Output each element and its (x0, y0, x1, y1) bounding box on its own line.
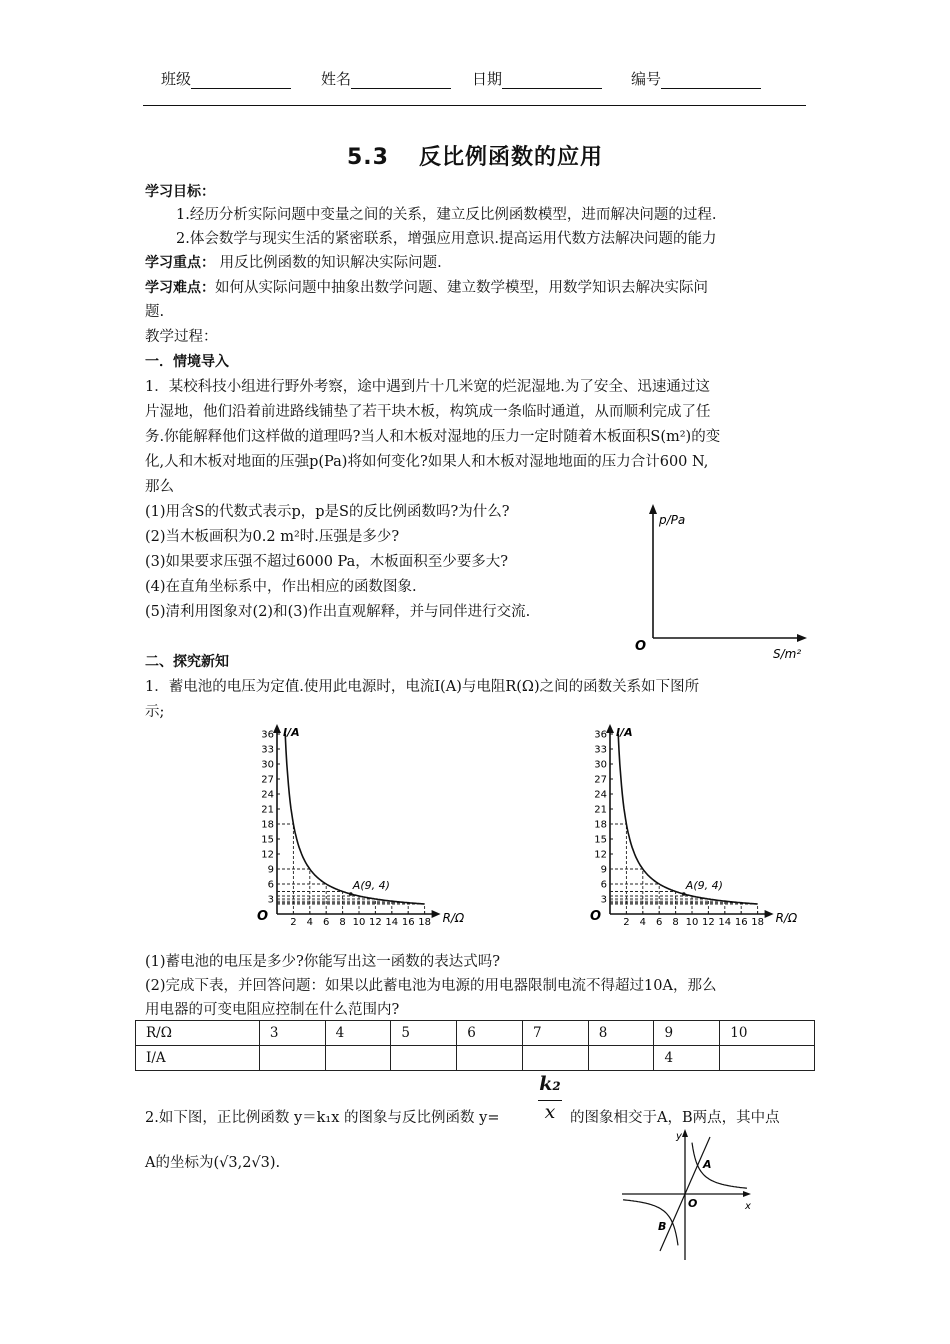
table-row (136, 1046, 815, 1071)
question-2: (2)当木板画积为0.2 m²时.压强是多少? (145, 529, 400, 545)
r-axis-arrow-icon (432, 910, 441, 918)
y-tick-label: 9 (267, 864, 274, 876)
x-tick-label: 2 (623, 917, 630, 928)
y-tick-label: 21 (261, 804, 274, 816)
y-tick-label: 6 (600, 879, 607, 891)
y-tick-label: 24 (594, 789, 607, 801)
section1-text-5: 那么 (145, 479, 174, 495)
y-tick-label: 24 (261, 789, 274, 801)
x-tick-label: 4 (306, 917, 313, 928)
problem2-text-pre: 2.如下图，正比例函数 y＝k₁x 的图象与反比例函数 y= (145, 1110, 500, 1126)
header-number-field[interactable]: 编号 (631, 68, 761, 89)
point-b-label: B (658, 1220, 667, 1233)
table-cell[interactable] (720, 1046, 815, 1071)
problem2-point-a: A的坐标为(√3,2√3). (145, 1155, 281, 1171)
fraction-denominator: x (544, 1101, 556, 1123)
difficulty-line: 学习难点：如何从实际问题中抽象出数学问题、建立数学模型，用数学知识去解决实际问 (145, 280, 708, 296)
hyperbola-branch-2 (623, 1200, 678, 1246)
s-axis-label: S/m² (773, 647, 802, 661)
date-blank[interactable] (502, 70, 602, 89)
y-tick-label: 12 (594, 849, 607, 861)
i-axis-label: I/A (616, 726, 633, 739)
question-5: (5)清利用图象对(2)和(3)作出直观解释，并与同伴进行交流. (145, 604, 531, 620)
table-cell[interactable] (259, 1046, 325, 1071)
i-axis-arrow-icon (606, 724, 614, 733)
number-blank[interactable] (661, 70, 761, 89)
y-tick-label: 30 (594, 759, 607, 771)
y-tick-label: 9 (600, 864, 607, 876)
y-tick-label: 27 (594, 774, 607, 786)
x-tick-label: 10 (352, 917, 366, 928)
y-tick-label: 21 (594, 804, 607, 816)
table-cell[interactable] (391, 1046, 457, 1071)
y-tick-label: 3 (267, 894, 274, 906)
y-tick-label: 15 (261, 834, 274, 846)
section1-text-4: 化,人和木板对地面的压强p(Pa)将如何变化?如果人和木板对湿地地面的压力合计600 N, (145, 454, 709, 470)
x-axis-arrow-icon (743, 1191, 751, 1197)
r-axis-arrow-icon (765, 910, 774, 918)
x-tick-label: 2 (290, 917, 297, 928)
resistance-current-table (135, 1020, 815, 1071)
question-4: (4)在直角坐标系中，作出相应的函数图象. (145, 579, 417, 595)
table-cell[interactable] (457, 1046, 523, 1071)
objectives-label: 学习目标： (145, 184, 215, 200)
question-3: (3)如果要求压强不超过6000 Pa，木板面积至少要多大? (145, 554, 509, 570)
current-resistance-chart-2 (578, 722, 798, 932)
section2-text-2: 示; (145, 704, 165, 720)
process-label: 教学过程： (145, 329, 218, 345)
difficulty-line2: 题. (145, 304, 165, 320)
class-blank[interactable] (191, 70, 291, 89)
i-axis-arrow-icon (273, 724, 281, 733)
y-tick-label: 33 (594, 744, 607, 756)
table-cell: I/A (136, 1046, 260, 1071)
y-tick-label: 18 (261, 819, 274, 831)
section2-heading: 二、探究新知 (145, 654, 229, 670)
pressure-axes-graph (625, 500, 810, 665)
y-tick-label: 18 (594, 819, 607, 831)
r-axis-label: R/Ω (775, 911, 798, 925)
table-cell[interactable]: 5 (391, 1021, 457, 1046)
intersection-graph (618, 1125, 763, 1265)
s-axis-arrow-icon (797, 634, 807, 642)
x-tick-label: 14 (385, 917, 399, 928)
fraction-numerator: k₂ (539, 1073, 561, 1095)
origin-label: O (635, 639, 647, 654)
y-tick-label: 3 (600, 894, 607, 906)
x-tick-label: 16 (734, 917, 748, 928)
origin-label: O (590, 909, 602, 924)
y-axis-arrow-icon (682, 1129, 688, 1137)
p-axis-arrow-icon (649, 504, 657, 514)
y-tick-label: 30 (261, 759, 274, 771)
section1-text-3: 务.你能解释他们这样做的道理吗?当人和木板对湿地的压力一定时随着木板面积S(m²)的变 (145, 429, 721, 445)
table-cell[interactable]: 10 (720, 1021, 815, 1046)
y-tick-label: 36 (594, 729, 607, 741)
section1-text-2: 片湿地，他们沿着前进路线铺垫了若干块木板，构筑成一条临时通道，从而顺利完成了任 (145, 404, 711, 420)
x-label: x (745, 1201, 751, 1212)
current-resistance-chart-1 (245, 722, 465, 932)
origin-label: O (257, 909, 269, 924)
table-cell[interactable]: 3 (259, 1021, 325, 1046)
x-tick-label: 4 (639, 917, 646, 928)
table-cell[interactable]: 4 (654, 1046, 720, 1071)
table-cell[interactable]: 6 (457, 1021, 523, 1046)
problem2-text-post: 的图象相交于A，B两点，其中点 (570, 1110, 780, 1126)
r-axis-label: R/Ω (442, 911, 465, 925)
section1-text-1: 1．某校科技小组进行野外考察，途中遇到片十几米宽的烂泥湿地.为了安全、迅速通过这 (145, 379, 710, 395)
y-tick-label: 15 (594, 834, 607, 846)
hyperbola-branch-1 (692, 1143, 747, 1189)
focus-line: 学习重点： 用反比例函数的知识解决实际问题. (145, 255, 442, 271)
objective-2: 2.体会数学与现实生活的紧密联系，增强应用意识.提高运用代数方法解决问题的能力 (176, 231, 717, 247)
point-a-label: A(9, 4) (685, 879, 723, 892)
table-row (136, 1021, 815, 1046)
header-date-field[interactable]: 日期 (472, 68, 602, 89)
x-tick-label: 12 (369, 917, 382, 928)
table-cell[interactable] (588, 1046, 654, 1071)
table-cell[interactable] (325, 1046, 391, 1071)
table-cell: R/Ω (136, 1021, 260, 1046)
question-1: (1)用含S的代数式表示p，p是S的反比例函数吗?为什么? (145, 504, 510, 520)
y-tick-label: 27 (261, 774, 274, 786)
origin-label: O (688, 1197, 698, 1210)
y-tick-label: 12 (261, 849, 274, 861)
point-a-label: A (703, 1158, 712, 1171)
y-label: y (676, 1131, 682, 1142)
table-cell[interactable]: 8 (588, 1021, 654, 1046)
x-tick-label: 16 (401, 917, 415, 928)
table-cell[interactable]: 7 (522, 1021, 588, 1046)
section1-heading: 一．情境导入 (145, 354, 229, 370)
x-tick-label: 8 (672, 917, 679, 928)
header-divider (143, 105, 806, 106)
x-tick-label: 6 (656, 917, 663, 928)
point-a (349, 892, 353, 896)
x-tick-label: 6 (323, 917, 330, 928)
x-tick-label: 8 (339, 917, 346, 928)
battery-question-1: (1)蓄电池的电压是多少?你能写出这一函数的表达式吗? (145, 954, 501, 970)
battery-question-2: (2)完成下表，并回答问题：如果以此蓄电池为电源的用电器限制电流不得超过10A，那么 (145, 978, 717, 994)
y-tick-label: 33 (261, 744, 274, 756)
point-a (682, 892, 686, 896)
x-tick-label: 10 (685, 917, 699, 928)
x-tick-label: 18 (418, 917, 431, 928)
table-cell[interactable] (522, 1046, 588, 1071)
point-a-label: A(9, 4) (352, 879, 390, 892)
section2-text-1: 1．蓄电池的电压为定值.使用此电源时，电流I(A)与电阻R(Ω)之间的函数关系如下图所 (145, 679, 700, 695)
i-axis-label: I/A (283, 726, 300, 739)
x-tick-label: 18 (751, 917, 764, 928)
x-tick-label: 12 (702, 917, 715, 928)
page-title: 5.3 反比例函数的应用 (347, 145, 603, 170)
battery-question-2b: 用电器的可变电阻应控制在什么范围内? (145, 1002, 400, 1018)
p-axis-label: p/Pa (659, 513, 686, 527)
header-name-field[interactable]: 姓名 (321, 68, 451, 89)
y-tick-label: 36 (261, 729, 274, 741)
y-tick-label: 6 (267, 879, 274, 891)
table-cell[interactable]: 9 (654, 1021, 720, 1046)
x-tick-label: 14 (718, 917, 732, 928)
objective-1: 1.经历分析实际问题中变量之间的关系，建立反比例函数模型，进而解决问题的过程. (176, 207, 717, 223)
table-cell[interactable]: 4 (325, 1021, 391, 1046)
name-blank[interactable] (351, 70, 451, 89)
header-class-field[interactable]: 班级 (161, 68, 291, 89)
